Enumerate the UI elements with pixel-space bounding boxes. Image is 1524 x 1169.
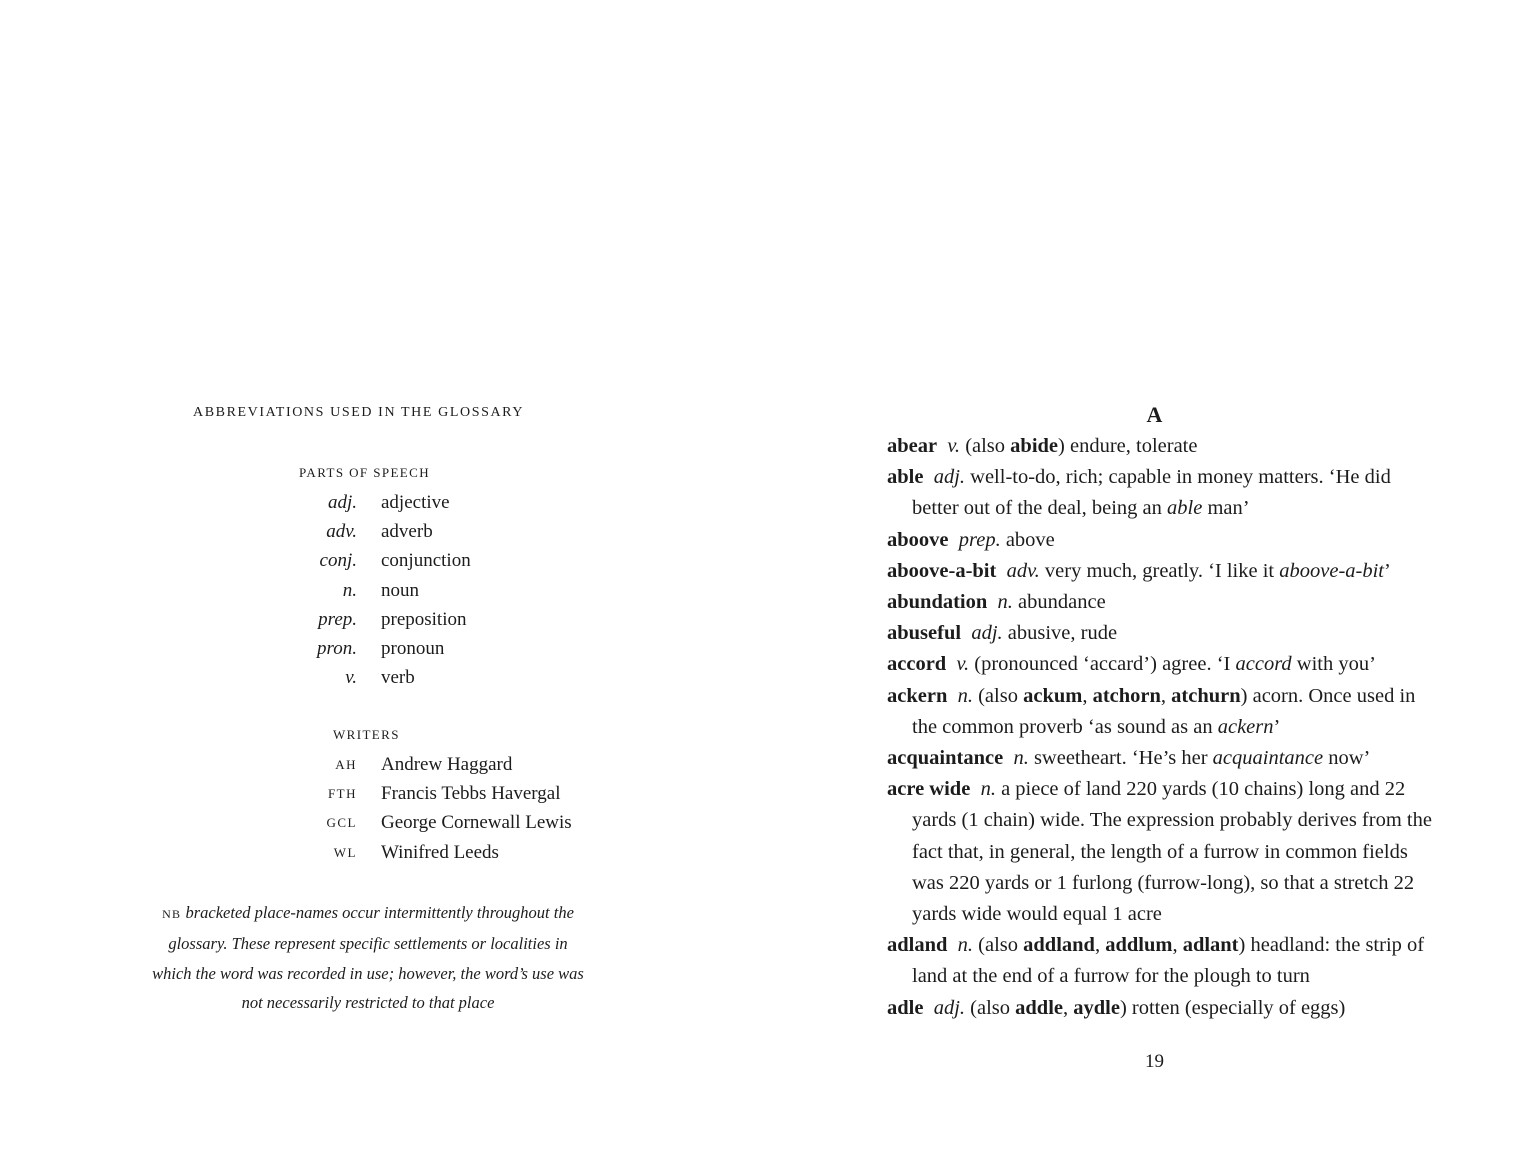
section-letter: A xyxy=(1146,402,1163,427)
definition: (also addland, addlum, adlant) headland: the strip of land at the end of a furrow for the plough to turn xyxy=(912,934,1425,988)
abbreviations-heading: ABBREVIATIONS USED IN THE GLOSSARY xyxy=(193,405,525,420)
definition: (also abide) endure, tolerate xyxy=(965,435,1198,457)
headword: abear xyxy=(887,435,938,457)
part-of-speech: n. xyxy=(957,934,974,957)
part-of-speech: v. xyxy=(956,653,970,676)
headword: able xyxy=(887,466,924,489)
headword: acre wide xyxy=(887,778,971,801)
abbreviation-meaning: verb xyxy=(381,667,415,689)
variant-form: atchorn xyxy=(1092,684,1161,707)
definition: (pronounced ‘accard’) agree. ‘I accord with you’ xyxy=(974,653,1376,676)
abbreviation-meaning: adverb xyxy=(381,521,433,543)
list-item xyxy=(0,546,762,575)
part-of-speech: adj. xyxy=(933,466,966,489)
part-of-speech: adj. xyxy=(971,622,1003,645)
writer-initials: FTH xyxy=(327,786,357,802)
variant-form: atchurn xyxy=(1171,684,1241,707)
variant-form: aydle xyxy=(1073,996,1120,1019)
headword: adland xyxy=(887,934,948,957)
headword: aboove xyxy=(887,528,949,551)
headword: aboove-a-bit xyxy=(887,559,997,582)
list-item xyxy=(0,838,762,867)
example-word: accord xyxy=(1235,653,1292,676)
note-label: NB xyxy=(162,907,182,921)
glossary-entry xyxy=(887,556,1432,587)
abbreviation-meaning: noun xyxy=(381,579,419,601)
note-block xyxy=(150,898,586,1017)
abbreviation: adv. xyxy=(326,521,357,543)
glossary-entry xyxy=(887,649,1432,680)
variant-form: ackum xyxy=(1023,684,1083,707)
page-number: 19 xyxy=(1145,1051,1164,1072)
headword: ackern xyxy=(887,684,948,707)
definition: abundance xyxy=(1018,591,1106,614)
note-text: bracketed place-names occur intermittently throughout the glossary. These represent specific settlements or localities in which the word was recorded in use; however, the word’s use was not necessarily restricted to that place xyxy=(152,903,584,1012)
list-item xyxy=(0,605,762,634)
definition: (also addle, aydle) rotten (especially of eggs) xyxy=(970,996,1346,1019)
definition: abusive, rude xyxy=(1007,622,1118,645)
definition: (also ackum, atchorn, atchurn) acorn. Once used in the common proverb ‘as sound as an ackern’ xyxy=(912,684,1416,738)
writer-initials: AH xyxy=(335,757,357,772)
glossary-entry xyxy=(887,743,1432,774)
abbreviation-meaning: preposition xyxy=(381,608,467,630)
part-of-speech: adv. xyxy=(1006,559,1040,582)
writer-initials: WL xyxy=(333,844,357,860)
list-item xyxy=(0,779,762,808)
abbreviation: v. xyxy=(345,667,357,689)
definition: above xyxy=(1005,528,1055,551)
definition: very much, greatly. ‘I like it aboove-a-bit’ xyxy=(1044,559,1391,582)
part-of-speech: n. xyxy=(980,778,996,801)
glossary-entry xyxy=(887,587,1432,618)
right-page xyxy=(762,0,1524,1169)
glossary-entry xyxy=(887,774,1432,930)
writer-name: Andrew Haggard xyxy=(381,754,513,775)
part-of-speech: n. xyxy=(997,591,1013,614)
glossary-entries xyxy=(887,431,1432,1024)
list-item xyxy=(0,517,762,546)
abbreviation-meaning: adjective xyxy=(381,492,450,513)
abbreviation: pron. xyxy=(317,637,357,659)
glossary-entry xyxy=(887,618,1432,649)
parts-of-speech-heading: PARTS OF SPEECH xyxy=(299,465,431,480)
abbreviation-meaning: conjunction xyxy=(381,550,471,572)
definition: a piece of land 220 yards (10 chains) long and 22 yards (1 chain) wide. The expression probably derives from the fact that, in general, the length of a furrow in common fields was 220 yards or 1 furlong (furrow-long), so that a stretch 22 yards wide would equal 1 acre xyxy=(912,778,1432,926)
abbreviation: adj. xyxy=(327,492,357,513)
headword: abundation xyxy=(887,591,988,614)
headword: adle xyxy=(887,996,924,1019)
glossary-entry xyxy=(887,681,1432,743)
part-of-speech: adj. xyxy=(933,996,966,1019)
variant-form: abide xyxy=(1010,435,1059,457)
variant-form: addle xyxy=(1015,996,1063,1019)
part-of-speech: v. xyxy=(947,435,961,457)
abbreviation: prep. xyxy=(318,608,357,630)
glossary-entry xyxy=(887,462,1432,524)
writer-name: Winifred Leeds xyxy=(381,841,499,863)
part-of-speech: prep. xyxy=(958,528,1001,551)
parts-of-speech-list xyxy=(0,488,762,692)
variant-form: addlum xyxy=(1105,934,1173,957)
writer-name: Francis Tebbs Havergal xyxy=(381,783,561,805)
writers-heading: WRITERS xyxy=(333,727,400,742)
list-item xyxy=(0,750,762,779)
example-word: aboove-a-bit xyxy=(1279,559,1384,582)
definition: well-to-do, rich; capable in money matters. ‘He did better out of the deal, being an able man’ xyxy=(912,466,1391,520)
headword: accord xyxy=(887,653,947,676)
glossary-entry xyxy=(887,993,1432,1024)
list-item xyxy=(0,808,762,837)
list-item xyxy=(0,488,762,517)
writer-name: George Cornewall Lewis xyxy=(381,812,572,834)
abbreviation-meaning: pronoun xyxy=(381,637,445,659)
glossary-entry xyxy=(887,431,1432,462)
glossary-entry xyxy=(887,525,1432,556)
writer-initials: GCL xyxy=(326,815,357,831)
glossary-entry xyxy=(887,930,1432,992)
list-item xyxy=(0,576,762,605)
list-item xyxy=(0,634,762,663)
part-of-speech: n. xyxy=(957,684,973,707)
example-word: ackern xyxy=(1217,715,1274,738)
headword: acquaintance xyxy=(887,747,1004,770)
writers-list xyxy=(0,750,762,867)
definition: sweetheart. ‘He’s her acquaintance now’ xyxy=(1033,747,1371,770)
list-item xyxy=(0,663,762,692)
abbreviation: conj. xyxy=(319,550,357,572)
variant-form: adlant xyxy=(1182,934,1239,957)
variant-form: addland xyxy=(1023,934,1095,957)
part-of-speech: n. xyxy=(1013,747,1029,770)
headword: abuseful xyxy=(887,622,962,645)
example-word: acquaintance xyxy=(1212,747,1324,770)
example-word: able xyxy=(1167,497,1203,520)
abbreviation: n. xyxy=(342,579,357,601)
